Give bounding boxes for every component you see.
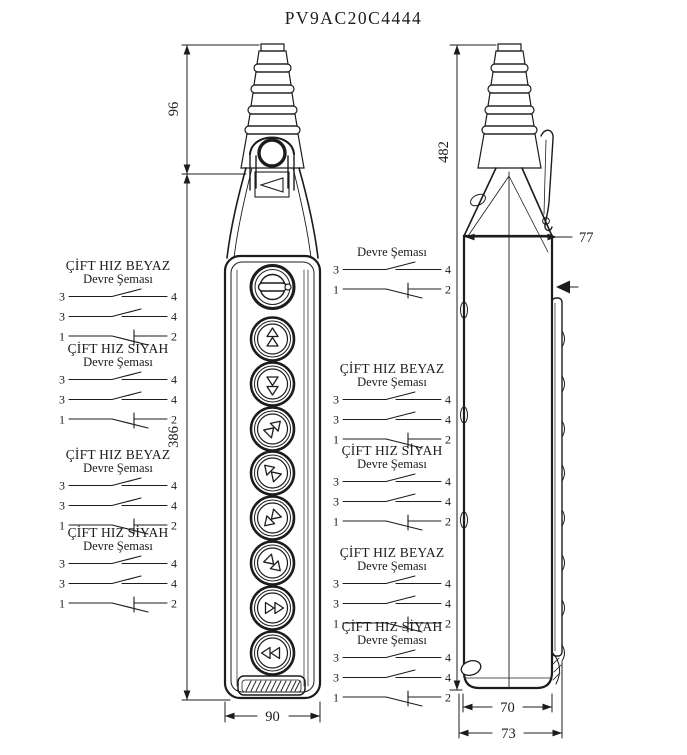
schema-rows <box>330 389 454 449</box>
contact-row <box>56 593 180 613</box>
dim-96-label: 96 <box>166 101 182 117</box>
schema-subtitle: Devre Şeması <box>357 633 427 647</box>
terminal-number-right: 2 <box>171 518 177 533</box>
terminal-number-left: 3 <box>59 556 65 571</box>
schema-block <box>330 620 454 707</box>
contact-row <box>330 279 454 299</box>
terminal-number-right: 4 <box>171 576 177 591</box>
schema-subtitle: Devre Şeması <box>357 245 427 259</box>
dim-90-label: 90 <box>265 709 280 725</box>
double-arrow-icon <box>261 461 282 482</box>
side-key-marker-icon <box>556 281 578 294</box>
contact-row <box>56 475 180 495</box>
terminal-number-right: 4 <box>445 650 451 665</box>
terminal-number-right: 4 <box>445 670 451 685</box>
schema-rows <box>56 369 180 429</box>
terminal-number-left: 3 <box>333 670 339 685</box>
contact-row <box>330 511 454 531</box>
key-slot-icon <box>259 283 287 291</box>
dim-70-label: 70 <box>500 700 515 716</box>
contact-row <box>330 491 454 511</box>
schema-rows <box>56 553 180 613</box>
contact-row <box>330 259 454 279</box>
terminal-number-left: 1 <box>333 432 339 447</box>
double-arrow-icon <box>261 509 282 530</box>
schema-rows <box>330 647 454 707</box>
double-arrow-icon <box>264 417 285 438</box>
schema-subtitle: Devre Şeması <box>83 461 153 475</box>
schema-block <box>330 362 454 449</box>
contact-row <box>330 573 454 593</box>
contact-row <box>56 286 180 306</box>
no-contact-symbol <box>69 372 167 380</box>
dim-77 <box>465 230 594 246</box>
terminal-number-right: 4 <box>445 412 451 427</box>
terminal-number-right: 4 <box>445 576 451 591</box>
terminal-number-left: 3 <box>333 412 339 427</box>
dim-482-label: 482 <box>436 141 452 163</box>
schema-block <box>330 444 454 531</box>
cable-entry-icon <box>238 676 305 695</box>
terminal-number-left: 3 <box>333 474 339 489</box>
terminal-number-left: 3 <box>333 494 339 509</box>
schema-subtitle: Devre Şeması <box>83 539 153 553</box>
contact-row <box>330 409 454 429</box>
terminal-number-left: 1 <box>59 412 65 427</box>
dim-73-label: 73 <box>501 726 516 742</box>
dim-96 <box>166 45 190 174</box>
terminal-number-left: 3 <box>59 372 65 387</box>
terminal-number-left: 1 <box>333 514 339 529</box>
terminal-number-right: 4 <box>171 392 177 407</box>
double-arrow-icon <box>267 328 278 346</box>
dim-70 <box>463 700 552 716</box>
schema-rows <box>56 286 180 346</box>
no-contact-symbol <box>69 289 167 297</box>
schema-title: ÇİFT HIZ SİYAH <box>341 443 443 458</box>
schema-rows <box>330 471 454 531</box>
hanger-eye-icon <box>259 140 285 166</box>
terminal-number-right: 4 <box>171 478 177 493</box>
nc-contact-symbol <box>69 413 167 428</box>
schema-subtitle: Devre Şeması <box>357 457 427 471</box>
no-contact-symbol <box>343 670 441 678</box>
double-arrow-icon <box>264 554 285 575</box>
terminal-number-left: 3 <box>333 392 339 407</box>
terminal-number-right: 4 <box>171 289 177 304</box>
no-contact-symbol <box>343 262 441 270</box>
button-right-double <box>251 587 294 630</box>
no-contact-symbol <box>343 596 441 604</box>
side-shoulder <box>464 168 552 688</box>
contact-row <box>330 593 454 613</box>
dim-386 <box>166 174 190 700</box>
contact-row <box>56 495 180 515</box>
terminal-number-left: 3 <box>59 289 65 304</box>
dim-90 <box>225 709 320 725</box>
terminal-number-left: 3 <box>333 576 339 591</box>
terminal-number-right: 2 <box>445 616 451 631</box>
button-up-double <box>251 318 294 361</box>
side-corner-wedge <box>552 652 561 684</box>
schema-subtitle: Devre Şeması <box>83 272 153 286</box>
contact-row <box>56 573 180 593</box>
schema-subtitle: Devre Şeması <box>357 375 427 389</box>
contact-row <box>56 306 180 326</box>
no-contact-symbol <box>343 576 441 584</box>
schema-title: ÇİFT HIZ SİYAH <box>67 525 169 540</box>
button-diag-se-double <box>251 542 294 585</box>
terminal-number-left: 3 <box>59 392 65 407</box>
cable-gland-icon <box>478 44 541 168</box>
schema-title: ÇİFT HIZ SİYAH <box>341 619 443 634</box>
dim-386-label: 386 <box>166 426 182 448</box>
no-contact-symbol <box>69 309 167 317</box>
terminal-number-left: 1 <box>59 518 65 533</box>
no-contact-symbol <box>343 474 441 482</box>
schema-block <box>56 259 180 346</box>
no-contact-symbol <box>343 650 441 658</box>
terminal-number-right: 2 <box>171 329 177 344</box>
schema-title: ÇİFT HIZ BEYAZ <box>65 447 171 462</box>
terminal-number-left: 3 <box>59 478 65 493</box>
terminal-number-right: 2 <box>171 412 177 427</box>
schema-title: ÇİFT HIZ BEYAZ <box>339 545 445 560</box>
terminal-number-left: 3 <box>333 262 339 277</box>
dim-77-label: 77 <box>579 230 594 246</box>
button-down-double <box>251 363 294 406</box>
front-view <box>225 44 320 698</box>
no-contact-symbol <box>69 392 167 400</box>
terminal-number-right: 4 <box>445 596 451 611</box>
button-diag-ne-double <box>251 408 294 451</box>
dim-73 <box>459 726 562 742</box>
nc-contact-symbol <box>343 515 441 530</box>
terminal-number-left: 3 <box>59 576 65 591</box>
contact-row <box>330 471 454 491</box>
front-buttons <box>251 266 294 675</box>
terminal-number-left: 1 <box>333 616 339 631</box>
schema-title: ÇİFT HIZ SİYAH <box>67 341 169 356</box>
terminal-number-left: 3 <box>59 309 65 324</box>
side-body <box>459 236 552 688</box>
schema-block <box>56 342 180 429</box>
no-contact-symbol <box>343 494 441 502</box>
no-contact-symbol <box>69 576 167 584</box>
contact-row <box>330 647 454 667</box>
side-button-strip <box>552 298 565 661</box>
brand-emblem-icon <box>255 172 289 197</box>
terminal-number-left: 3 <box>59 498 65 513</box>
terminal-number-left: 3 <box>333 650 339 665</box>
terminal-number-left: 1 <box>59 596 65 611</box>
contact-row <box>56 553 180 573</box>
terminal-number-right: 4 <box>445 392 451 407</box>
terminal-number-right: 2 <box>171 596 177 611</box>
button-left-double <box>251 632 294 675</box>
contact-row <box>56 389 180 409</box>
contact-row <box>56 409 180 429</box>
button-diag-nw-double <box>251 452 294 495</box>
nc-contact-symbol <box>69 597 167 612</box>
no-contact-symbol <box>343 412 441 420</box>
terminal-number-right: 4 <box>171 372 177 387</box>
nc-contact-symbol <box>343 691 441 706</box>
terminal-number-right: 2 <box>445 690 451 705</box>
terminal-number-right: 2 <box>445 282 451 297</box>
schema-block <box>56 448 180 535</box>
schema-subtitle: Devre Şeması <box>357 559 427 573</box>
side-cable-gland-icon <box>459 658 482 677</box>
double-arrow-icon <box>267 377 278 395</box>
key-switch <box>251 266 294 309</box>
button-diag-sw-double <box>251 497 294 540</box>
no-contact-symbol <box>69 498 167 506</box>
no-contact-symbol <box>69 556 167 564</box>
terminal-number-left: 1 <box>333 690 339 705</box>
schema-subtitle: Devre Şeması <box>83 355 153 369</box>
terminal-number-right: 2 <box>445 432 451 447</box>
terminal-number-right: 2 <box>445 514 451 529</box>
terminal-number-right: 4 <box>445 262 451 277</box>
schema-title: ÇİFT HIZ BEYAZ <box>339 361 445 376</box>
terminal-number-right: 4 <box>171 309 177 324</box>
no-contact-symbol <box>69 478 167 486</box>
terminal-number-left: 1 <box>59 329 65 344</box>
schema-title: ÇİFT HIZ BEYAZ <box>65 258 171 273</box>
contact-row <box>330 667 454 687</box>
double-arrow-icon <box>266 603 284 614</box>
page-title: PV9AC20C4444 <box>284 8 423 28</box>
terminal-number-right: 4 <box>445 474 451 489</box>
terminal-number-right: 4 <box>171 498 177 513</box>
contact-row <box>56 369 180 389</box>
contact-row <box>330 389 454 409</box>
side-view <box>459 44 578 688</box>
terminal-number-right: 4 <box>171 556 177 571</box>
double-arrow-icon <box>262 648 280 659</box>
contact-row <box>330 687 454 707</box>
terminal-number-right: 4 <box>445 494 451 509</box>
schema-block <box>56 526 180 613</box>
extension-lines-front <box>182 45 259 700</box>
schema-block <box>330 246 454 299</box>
nc-contact-symbol <box>343 283 441 298</box>
schema-rows <box>330 259 454 299</box>
hanger-bracket-icon <box>250 138 294 191</box>
terminal-number-left: 1 <box>333 282 339 297</box>
no-contact-symbol <box>343 392 441 400</box>
terminal-number-left: 3 <box>333 596 339 611</box>
